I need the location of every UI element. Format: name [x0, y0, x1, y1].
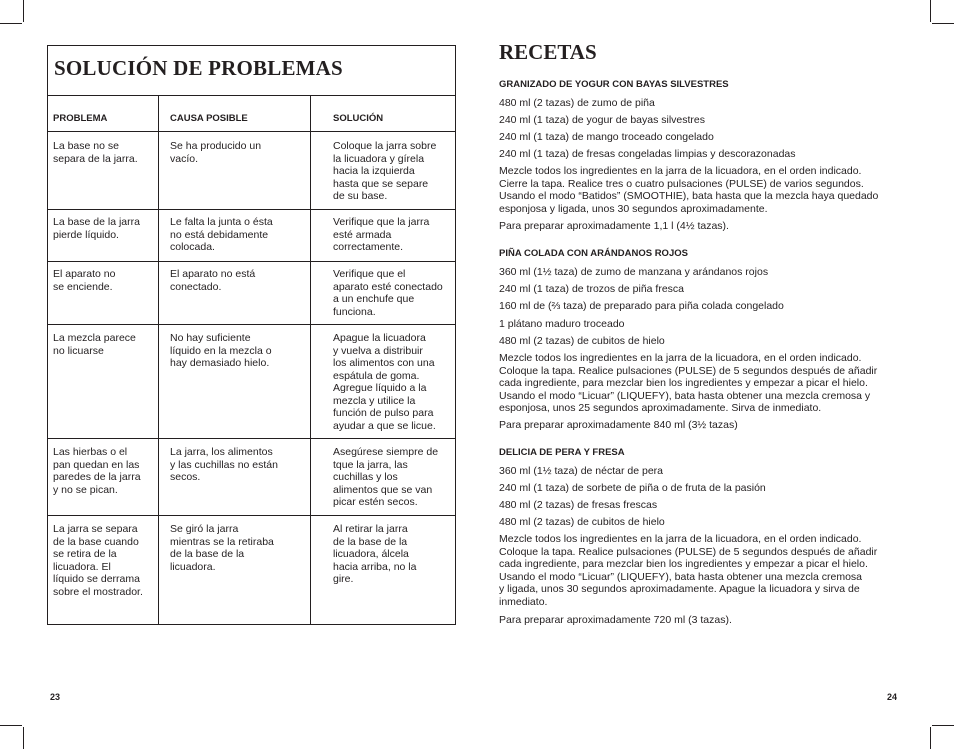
recipe-title: GRANIZADO DE YOGUR CON BAYAS SILVESTRES [499, 79, 729, 90]
ingredient-line: 480 ml (2 tazas) de zumo de piña [499, 97, 655, 109]
divider [48, 95, 455, 96]
crop-mark [23, 727, 24, 749]
crop-mark [0, 725, 22, 726]
recipe-method: Mezcle todos los ingredientes en la jarra de la licuadora, en el orden indicado. Coloque la tapa. Realice pulsaciones (PULSE) de 5 segundos después de añadir cada ingrediente, para mezclar bien los ingredientes y empezar a picar el hielo. Usando el modo “Licuar” (LIQUEFY), bata hasta obtener una mezcla cremosa y ligada, unos 30 segundos aproximadamente. Apague la licuadora y sirva de inmediato. [499, 533, 878, 608]
recipe-title: DELICIA DE PERA Y FRESA [499, 447, 625, 458]
ingredient-line: 160 ml de (⅔ taza) de preparado para piña colada congelado [499, 300, 784, 312]
table-cell-solution: Verifique que el aparato esté conectado a un enchufe que funciona. [333, 268, 443, 318]
table-cell-problem: Las hierbas o el pan quedan en las paredes de la jarra y no se pican. [53, 446, 141, 496]
crop-mark [932, 725, 954, 726]
recipe-yield: Para preparar aproximadamente 720 ml (3 tazas). [499, 614, 732, 626]
table-cell-solution: Coloque la jarra sobre la licuadora y gírela hacia la izquierda hasta que se separe de su base. [333, 140, 437, 202]
crop-mark [930, 0, 931, 22]
table-cell-cause: Se ha producido un vacío. [170, 140, 262, 165]
table-cell-problem: La mezcla parece no licuarse [53, 332, 136, 357]
column-header-problema: PROBLEMA [53, 113, 108, 124]
recipe-title: PIÑA COLADA CON ARÁNDANOS ROJOS [499, 248, 688, 259]
column-divider [310, 95, 311, 624]
ingredient-line: 360 ml (1½ taza) de néctar de pera [499, 465, 664, 477]
ingredient-line: 480 ml (2 tazas) de fresas frescas [499, 499, 658, 511]
row-divider [48, 261, 455, 262]
page-title: RECETAS [499, 40, 597, 64]
table-cell-problem: La base no se separa de la jarra. [53, 140, 138, 165]
page-number: 24 [887, 692, 898, 702]
ingredient-line: 240 ml (1 taza) de trozos de piña fresca [499, 283, 685, 295]
ingredient-line: 240 ml (1 taza) de mango troceado congelado [499, 131, 714, 143]
table-cell-solution: Asegúrese siempre de tque la jarra, las cuchillas y los alimentos que se van picar estén secos. [333, 446, 439, 508]
ingredient-line: 240 ml (1 taza) de sorbete de piña o de fruta de la pasión [499, 482, 766, 494]
row-divider [48, 209, 455, 210]
column-header-solucion: SOLUCIÓN [333, 113, 384, 124]
page-title: SOLUCIÓN DE PROBLEMAS [54, 56, 343, 80]
crop-mark [932, 23, 954, 24]
crop-mark [23, 0, 24, 22]
table-cell-cause: La jarra, los alimentos y las cuchillas no están secos. [170, 446, 278, 483]
table-cell-problem: La jarra se separa de la base cuando se retira de la licuadora. El líquido se derrama sobre el mostrador. [53, 523, 143, 598]
column-divider [158, 95, 159, 624]
ingredient-line: 240 ml (1 taza) de fresas congeladas limpias y descorazonadas [499, 148, 796, 160]
row-divider [48, 438, 455, 439]
recipe-method: Mezcle todos los ingredientes en la jarra de la licuadora, en el orden indicado. Cierre la tapa. Realice tres o cuatro pulsaciones (PULSE) de varios segundos. Usando el modo “Batidos” (SMOOTHIE), bata hasta que la mezcla haya quedado esponjosa y ligada, unos 30 segundos aproximadamente. [499, 165, 879, 215]
crop-mark [0, 23, 22, 24]
table-cell-problem: El aparato no se enciende. [53, 268, 116, 293]
recipe-yield: Para preparar aproximadamente 840 ml (3½ tazas) [499, 419, 738, 431]
table-cell-cause: El aparato no está conectado. [170, 268, 256, 293]
table-cell-solution: Al retirar la jarra de la base de la licuadora, álcela hacia arriba, no la gire. [333, 523, 417, 585]
ingredient-line: 480 ml (2 tazas) de cubitos de hielo [499, 516, 665, 528]
recipe-yield: Para preparar aproximadamente 1,1 l (4½ tazas). [499, 220, 729, 232]
recipe-method: Mezcle todos los ingredientes en la jarra de la licuadora, en el orden indicado. Coloque la tapa. Realice pulsaciones (PULSE) de 5 segundos después de añadir cada ingrediente, para mezclar bien los ingredientes y empezar a picar el hielo. Usando el modo “Licuar” (LIQUEFY), bata hasta obtener una mezcla cremosa y esponjosa, unos 25 segundos aproximadamente. Sirva de inmediato. [499, 352, 878, 414]
row-divider [48, 324, 455, 325]
table-cell-solution: Verifique que la jarra esté armada correctamente. [333, 216, 430, 253]
crop-mark [930, 727, 931, 749]
table-cell-solution: Apague la licuadora y vuelva a distribuir los alimentos con una espátula de goma. Agregue líquido a la mezcla y utilice la función de pulso para ayudar a que se licue. [333, 332, 436, 432]
ingredient-line: 360 ml (1½ taza) de zumo de manzana y arándanos rojos [499, 266, 769, 278]
table-cell-problem: La base de la jarra pierde líquido. [53, 216, 140, 241]
table-cell-cause: Le falta la junta o ésta no está debidamente colocada. [170, 216, 273, 253]
row-divider [48, 131, 455, 132]
row-divider [48, 515, 455, 516]
page-number: 23 [50, 692, 61, 702]
troubleshooting-table [47, 45, 456, 625]
ingredient-line: 1 plátano maduro troceado [499, 318, 625, 330]
column-header-causa: CAUSA POSIBLE [170, 113, 248, 124]
table-cell-cause: Se giró la jarra mientras se la retiraba de la base de la licuadora. [170, 523, 274, 573]
table-cell-cause: No hay suficiente líquido en la mezcla o hay demasiado hielo. [170, 332, 272, 369]
ingredient-line: 240 ml (1 taza) de yogur de bayas silvestres [499, 114, 706, 126]
ingredient-line: 480 ml (2 tazas) de cubitos de hielo [499, 335, 665, 347]
